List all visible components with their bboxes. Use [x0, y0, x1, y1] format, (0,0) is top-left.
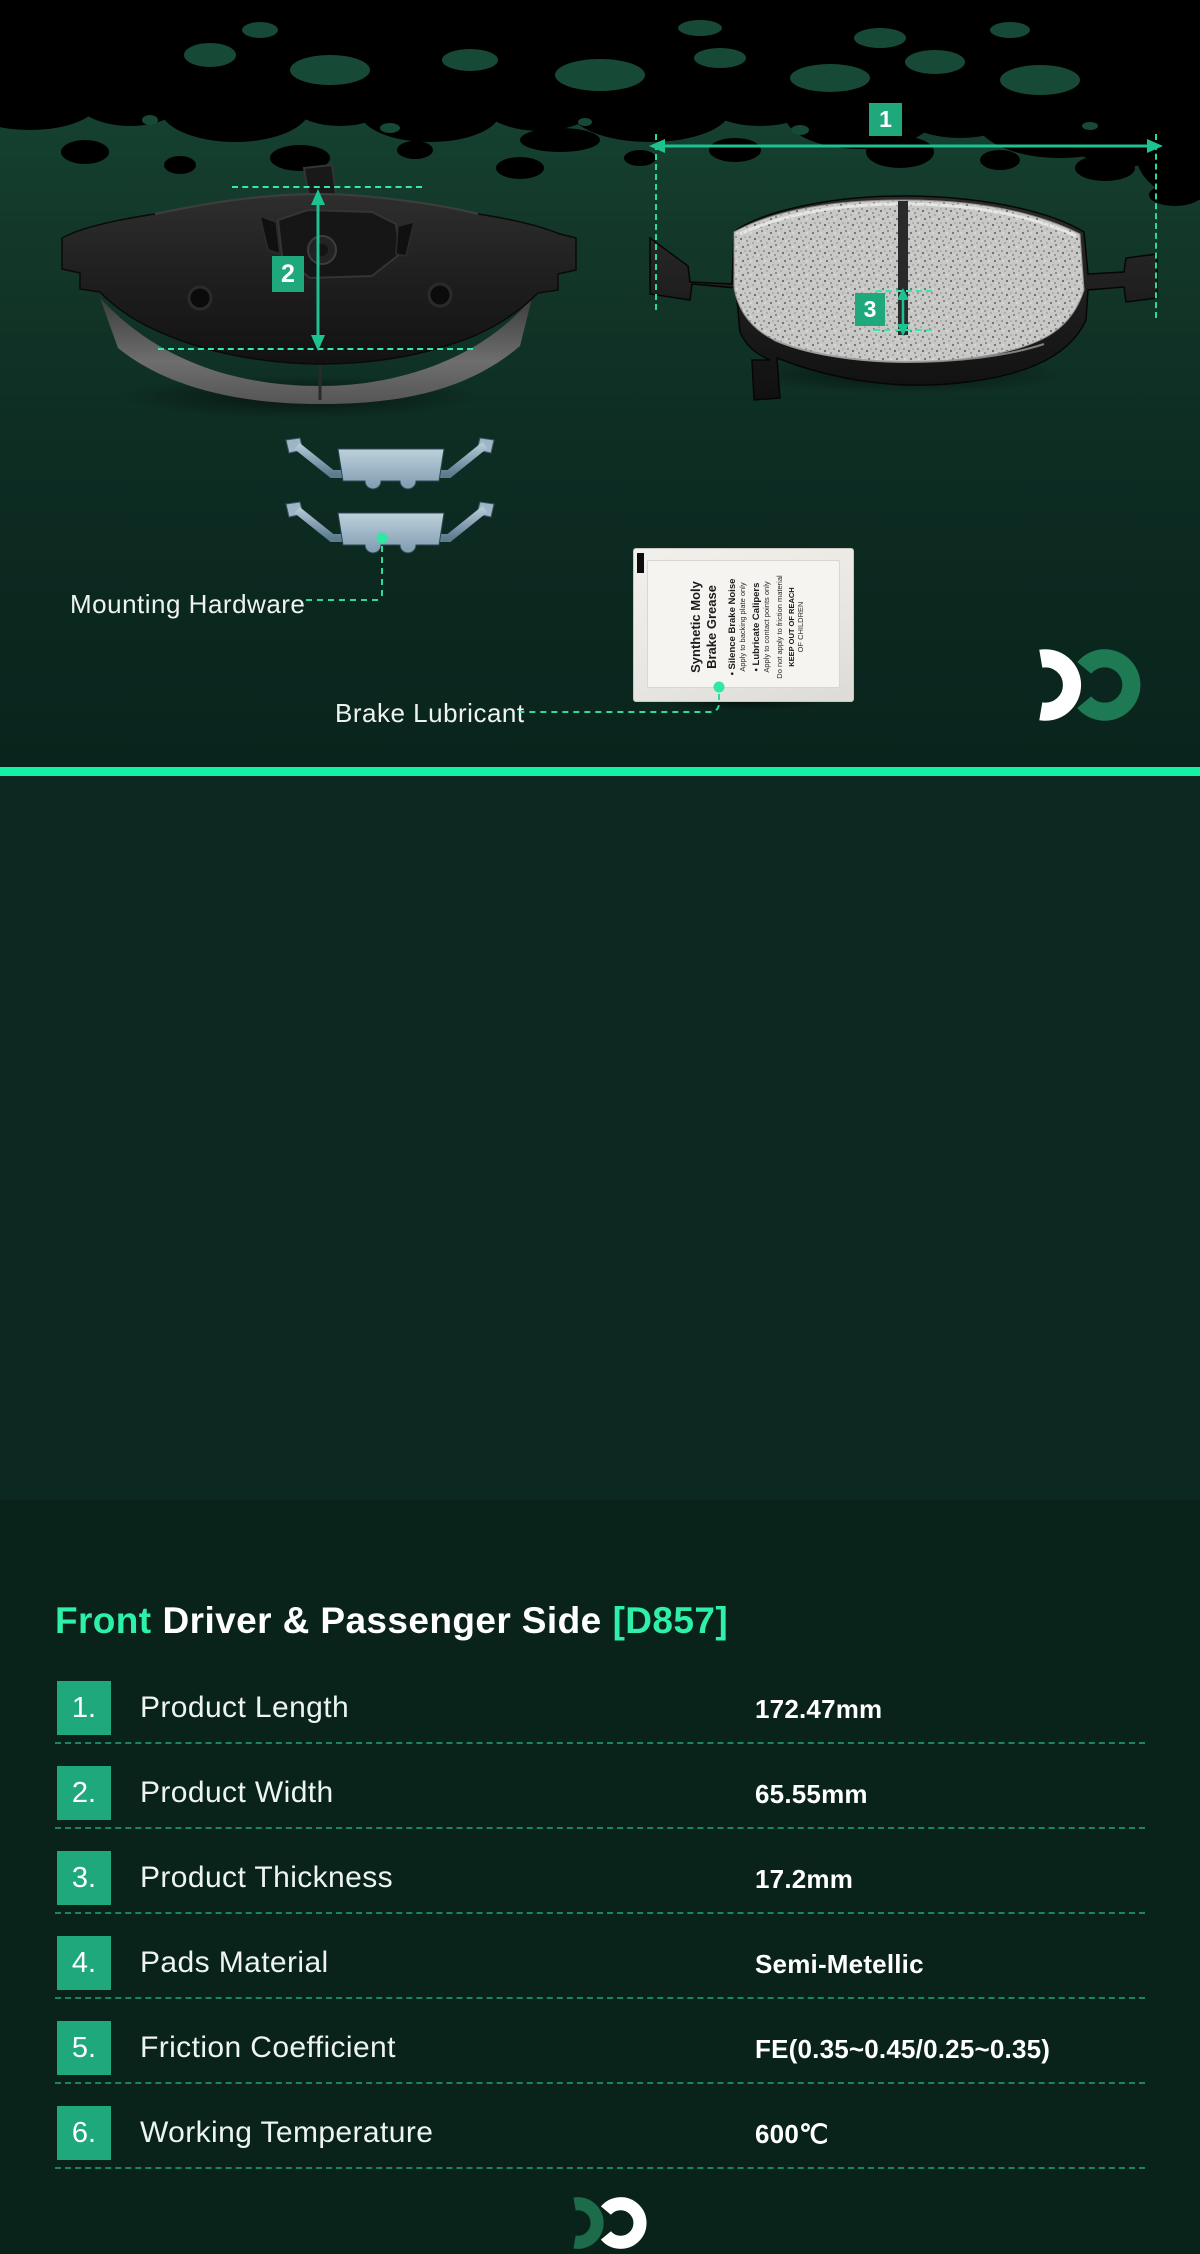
spec-section — [0, 776, 1200, 2149]
row-separator — [55, 1997, 1145, 1999]
row-number-badge: 6. — [57, 2106, 111, 2160]
brand-logo-icon — [1014, 642, 1138, 728]
spec-title — [55, 1600, 728, 1642]
packet-tear-mark — [637, 553, 644, 573]
row-label: Friction Coefficient — [140, 2031, 396, 2064]
packet-point1: • Silence Brake Noise — [727, 578, 738, 676]
row-label: Product Length — [140, 1691, 350, 1724]
brake-pad-friction-view — [648, 172, 1160, 402]
brake-lubricant-connector — [516, 676, 728, 718]
spec-title-main: Driver & Passenger Side — [162, 1600, 602, 1641]
width-marker: 2 — [272, 256, 304, 292]
row-number-badge: 4. — [57, 1936, 111, 1990]
packet-point2-note: Apply to contact points only — [762, 581, 771, 673]
row-value: 172.47mm — [755, 1694, 883, 1724]
packet-point2: • Lubricate Calipers — [751, 582, 762, 672]
width-arrow — [306, 188, 330, 352]
length-dash-left — [655, 134, 657, 310]
rivet-right — [429, 284, 451, 306]
brake-pad-back-view — [20, 158, 590, 410]
row-value: 600℃ — [755, 2119, 829, 2149]
row-separator — [55, 2082, 1145, 2084]
rivet-left — [189, 287, 211, 309]
row-number-badge: 3. — [57, 1851, 111, 1905]
packet-warning1: Do not apply to friction material — [775, 575, 784, 679]
packet-warning3: OF CHILDREN — [796, 601, 805, 653]
packet-title-line1: Synthetic Moly — [688, 581, 703, 673]
length-marker: 1 — [869, 103, 902, 136]
friction-material — [734, 200, 1084, 362]
mounting-hardware-connector — [300, 528, 392, 610]
row-label: Working Temperature — [140, 2116, 434, 2149]
packet-title-line2: Brake Grease — [704, 585, 719, 669]
row-number-badge: 5. — [57, 2021, 111, 2075]
packet-warning2: KEEP OUT OF REACH — [787, 587, 796, 667]
row-separator — [55, 2167, 1145, 2169]
row-value: 65.55mm — [755, 1779, 868, 1809]
spec-title-code: [D857] — [612, 1600, 729, 1641]
thickness-marker: 3 — [855, 293, 885, 326]
brand-logo-icon — [552, 2192, 648, 2254]
packet-point1-note: Apply to backing plate only — [738, 582, 747, 672]
row-value: FE(0.35~0.45/0.25~0.35) — [755, 2034, 1051, 2064]
hero-section — [0, 0, 1200, 767]
length-dash-right — [1155, 134, 1157, 318]
section-divider — [0, 767, 1200, 776]
row-number-badge: 1. — [57, 1681, 111, 1735]
row-separator — [55, 1912, 1145, 1914]
row-label: Product Thickness — [140, 1861, 394, 1894]
brake-lubricant-label: Brake Lubricant — [335, 698, 525, 728]
length-arrow — [648, 136, 1164, 156]
row-separator — [55, 1827, 1145, 1829]
clip-1 — [286, 438, 494, 489]
row-label: Product Width — [140, 1776, 334, 1809]
row-separator — [55, 1742, 1145, 1744]
row-value: Semi-Metellic — [755, 1949, 924, 1979]
thickness-arrow — [893, 288, 913, 336]
row-number-badge: 2. — [57, 1766, 111, 1820]
mounting-hardware-label: Mounting Hardware — [70, 589, 306, 619]
row-label: Pads Material — [140, 1946, 329, 1979]
spec-title-prefix: Front — [55, 1600, 152, 1641]
packet-text — [646, 560, 842, 694]
row-value: 17.2mm — [755, 1864, 854, 1894]
